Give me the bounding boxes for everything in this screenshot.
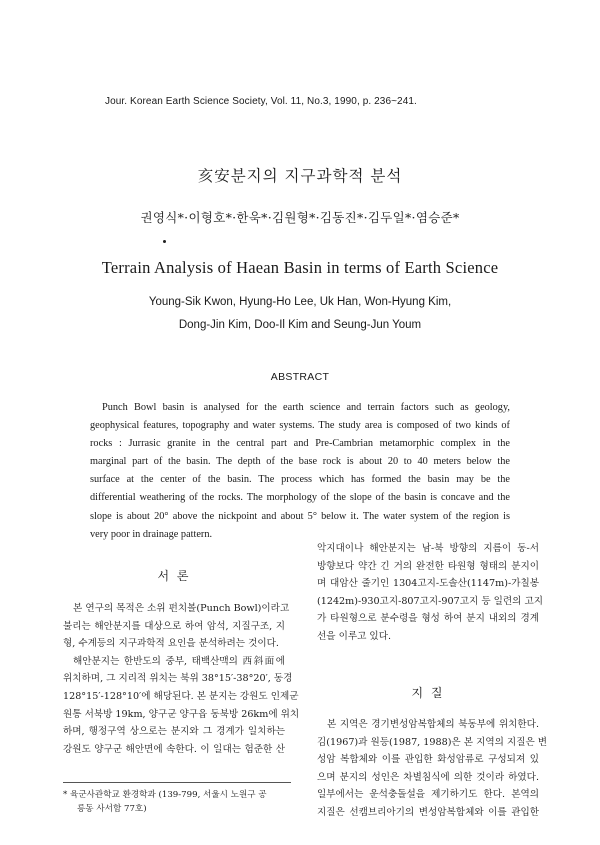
- authors-english-line: Dong-Jin Kim, Doo-Il Kim and Seung-Jun Youm: [178, 319, 422, 331]
- abstract-line: slope is about 20° above the nickpoint and about 5° below it. The water system of the region is: [90, 510, 510, 522]
- text-line: 성암 복합체와 이를 관입한 화성암류로 구성되져 있: [317, 754, 539, 766]
- abstract-body: [90, 399, 510, 544]
- abstract-line: geophysical features, topography and water systems. The study area is composed of two kinds of: [90, 420, 510, 432]
- text-line: 일부에서는 운석충돌설을 제기하기도 한다. 본역의: [317, 789, 539, 801]
- abstract-line: differential weathering of the rocks. The morphology of the slope of the basin is concave and the: [90, 492, 510, 504]
- abstract-heading: ABSTRACT: [270, 371, 330, 383]
- text-line: 김(1967)과 원등(1987, 1988)은 본 지역의 지질은 변: [317, 736, 548, 748]
- text-line: 128°15′-128°10′에 해당된다. 본 분지는 강원도 인제군: [63, 690, 299, 702]
- text-line: 불리는 해안분지를 대상으로 하여 암석, 지질구조, 지: [63, 620, 285, 632]
- authors-korean: 권영식*·이형호*·한욱*·김원형*·김동진*·김두일*·염승준*: [140, 210, 460, 225]
- text-line: 하며, 행정구역 상으로는 분지와 그 경계가 일치하는: [63, 726, 285, 738]
- text-line: 선을 이루고 있다.: [317, 630, 392, 642]
- text-line: 강원도 양구군 해안면에 속한다. 이 일대는 험준한 산: [63, 743, 285, 755]
- text-line: 해안분지는 한반도의 중부, 태백산맥의 西斜面에: [73, 655, 285, 667]
- section-heading-intro: 서 론: [157, 569, 191, 583]
- abstract-line: Punch Bowl basin is analysed for the earth science and terrain factors such as geology,: [102, 402, 510, 413]
- stray-dot: [163, 240, 166, 243]
- section-heading-geology: 지 질: [411, 686, 445, 700]
- title-korean: 亥安분지의 지구과학적 분석: [197, 167, 403, 185]
- footnote: [63, 788, 295, 816]
- footnote-line: * 육군사관학교 환경학과 (139-799, 서울시 노원구 공: [63, 790, 267, 800]
- abstract-line: very poor in drainage pattern.: [90, 528, 213, 540]
- abstract-line: marginal part of the basin. The depth of the base rock is about 20 to 40 meters below the: [90, 456, 510, 468]
- text-line: 가 타원형으로 분수령을 형성 하여 분지 내외의 경계: [317, 613, 539, 625]
- footnote-rule: [63, 782, 291, 783]
- abstract-line: rocks : Jurrasic granite in the central part and Pre-Cambrian metamorphic complex in the: [90, 438, 510, 450]
- continued-paragraph: [317, 540, 544, 646]
- text-line: 형, 수계등의 지구과학적 요인을 분석하려는 것이다.: [63, 638, 279, 650]
- journal-citation: Jour. Korean Earth Science Society, Vol. 11, No.3, 1990, p. 236~241.: [105, 96, 417, 107]
- text-line: 방향보다 약간 긴 거의 완전한 타원형 형태의 분지이: [317, 560, 539, 572]
- intro-paragraph: [63, 600, 300, 758]
- text-line: 본 지역은 경기변성암복합체의 북동부에 위치한다.: [327, 719, 539, 730]
- text-line: (1242m)-930고지-807고지-907고지 등 일련의 고지: [317, 595, 544, 607]
- text-line: 으며 분지의 성인은 차별침식에 의한 것이라 하였다.: [317, 771, 539, 783]
- title-english: Terrain Analysis of Haean Basin in terms of Earth Science: [101, 258, 499, 277]
- text-line: 악지대이나 해안분지는 남-북 방향의 지름이 동-서: [317, 543, 539, 554]
- text-line: 지질은 선캠브리아기의 변성암복합체와 이를 관입한: [317, 806, 539, 818]
- text-line: 본 연구의 목적은 소위 펀치볼(Punch Bowl)이라고: [73, 603, 290, 614]
- text-line: 위치하며, 그 지리적 위치는 북위 38°15′-38°20′, 동경: [63, 673, 293, 685]
- authors-english-line: Young-Sik Kwon, Hyung-Ho Lee, Uk Han, Won-Hyung Kim,: [148, 296, 452, 308]
- abstract-line: surface at the center of the basin. The process which has formed the basin may be the: [90, 474, 510, 486]
- text-line: 며 대암산 줄기인 1304고지-도솔산(1147m)-가칠봉: [317, 578, 539, 590]
- footnote-line: 릉동 사서함 77호): [77, 804, 147, 814]
- text-line: 원통 서북방 19km, 양구군 양구읍 동북방 26km에 위치: [63, 708, 300, 720]
- geology-paragraph: [317, 716, 548, 822]
